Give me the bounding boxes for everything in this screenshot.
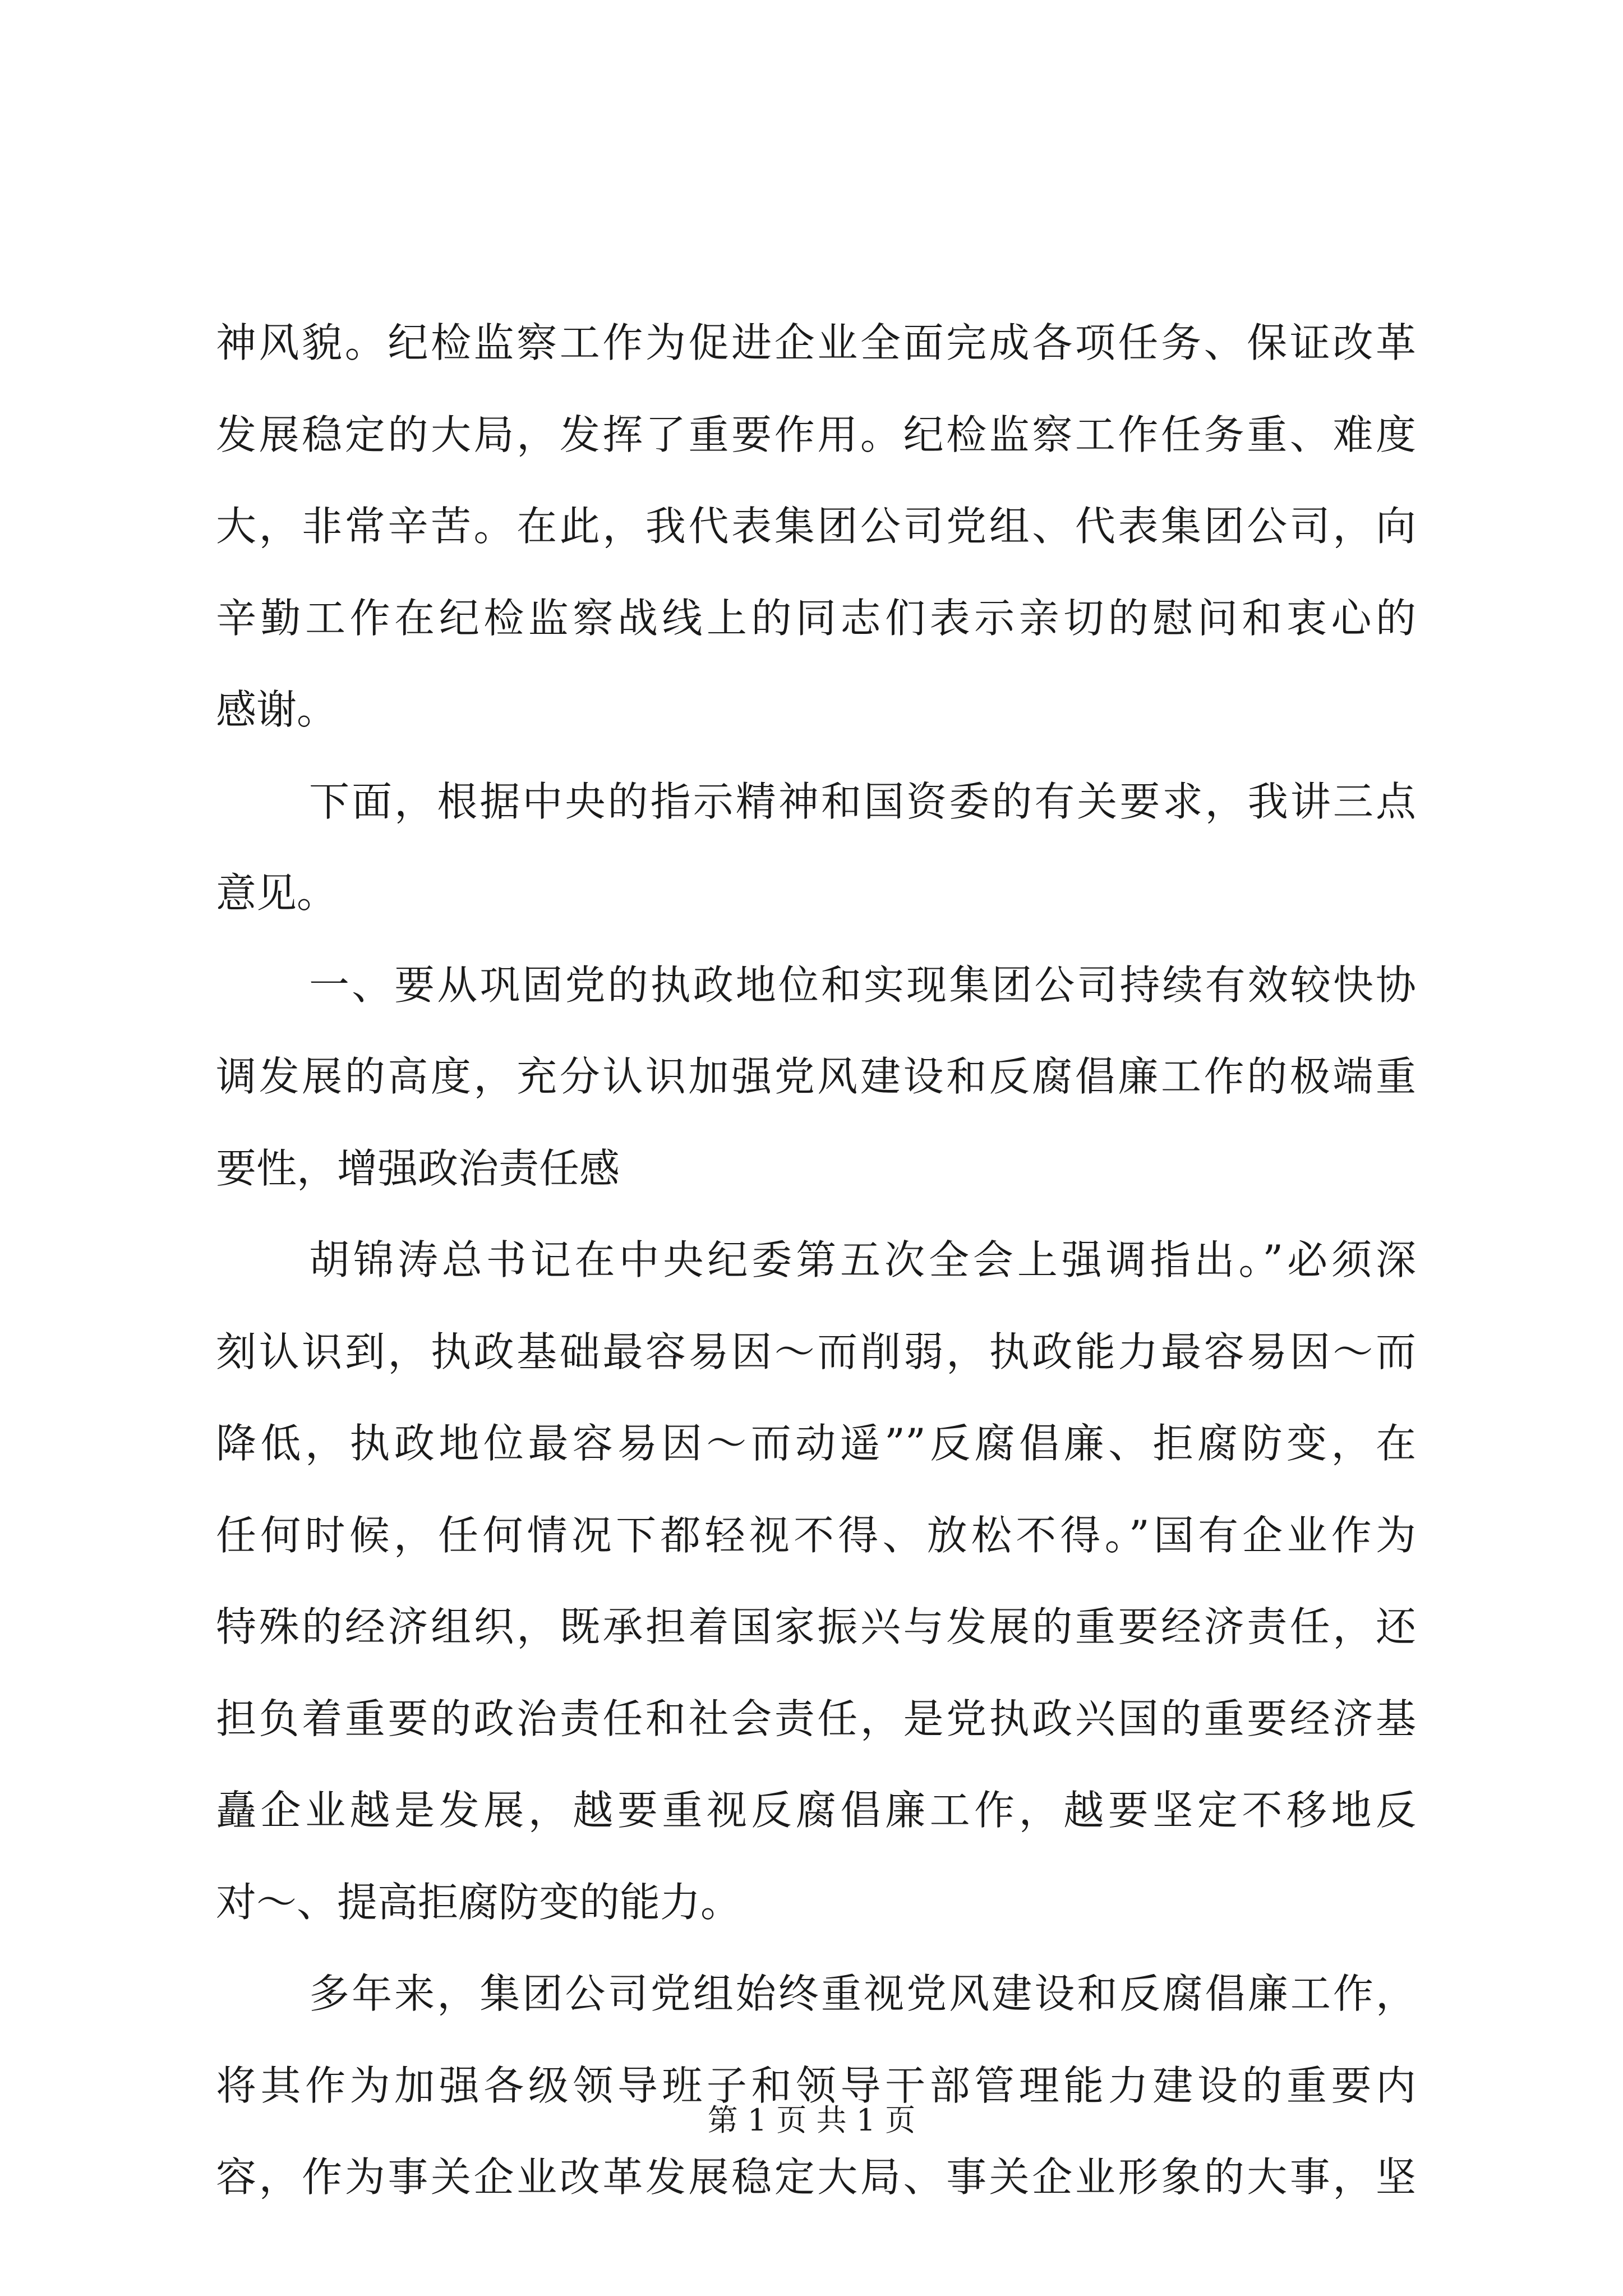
text-line: 担负着重要的政治责任和社会责任，是党执政兴国的重要经济基 <box>216 1695 1416 1742</box>
text-line: 要性，增强政治责任感 <box>216 1144 620 1192</box>
page-footer: 第 1 页 共 1 页 <box>707 2102 916 2138</box>
text-line: 容，作为事关企业改革发展稳定大局、事关企业形象的大事，坚 <box>216 2154 1416 2201</box>
text-line: 特殊的经济组织，既承担着国家振兴与发展的重要经济责任，还 <box>216 1603 1416 1650</box>
text-line: 将其作为加强各级领导班子和领导干部管理能力建设的重要内 <box>216 2062 1416 2109</box>
body-text <box>216 297 1416 2224</box>
text-line: 对～、提高拒腐防变的能力。 <box>216 1878 741 1926</box>
text-line: 下面，根据中央的指示精神和国资委的有关要求，我讲三点 <box>309 777 1416 825</box>
text-line: 胡锦涛总书记在中央纪委第五次全会上强调指出。”必须深 <box>309 1236 1416 1283</box>
text-line: 意见。 <box>216 869 338 917</box>
text-line: 一、要从巩固党的执政地位和实现集团公司持续有效较快协 <box>309 961 1416 1009</box>
text-line: 刻认识到，执政基础最容易因～而削弱，执政能力最容易因～而 <box>216 1328 1416 1375</box>
text-line: 大，非常辛苦。在此，我代表集团公司党组、代表集团公司，向 <box>216 503 1416 550</box>
text-line: 神风貌。纪检监察工作为促进企业全面完成各项任务、保证改革 <box>216 319 1416 366</box>
text-line: 辛勤工作在纪检监察战线上的同志们表示亲切的慰问和衷心的 <box>216 594 1416 642</box>
text-line: 调发展的高度，充分认识加强党风建设和反腐倡廉工作的极端重 <box>216 1053 1416 1100</box>
text-line: 降低，执政地位最容易因～而动遥””反腐倡廉、拒腐防变，在 <box>216 1420 1416 1467</box>
text-line: 任何时候，任何情况下都轻视不得、放松不得。”国有企业作为 <box>216 1511 1416 1559</box>
text-line: 感谢。 <box>216 686 338 733</box>
text-line: 矗企业越是发展，越要重视反腐倡廉工作，越要坚定不移地反 <box>216 1787 1416 1834</box>
text-line: 发展稳定的大局，发挥了重要作用。纪检监察工作任务重、难度 <box>216 411 1416 458</box>
text-line: 多年来，集团公司党组始终重视党风建设和反腐倡廉工作， <box>309 1970 1416 2017</box>
